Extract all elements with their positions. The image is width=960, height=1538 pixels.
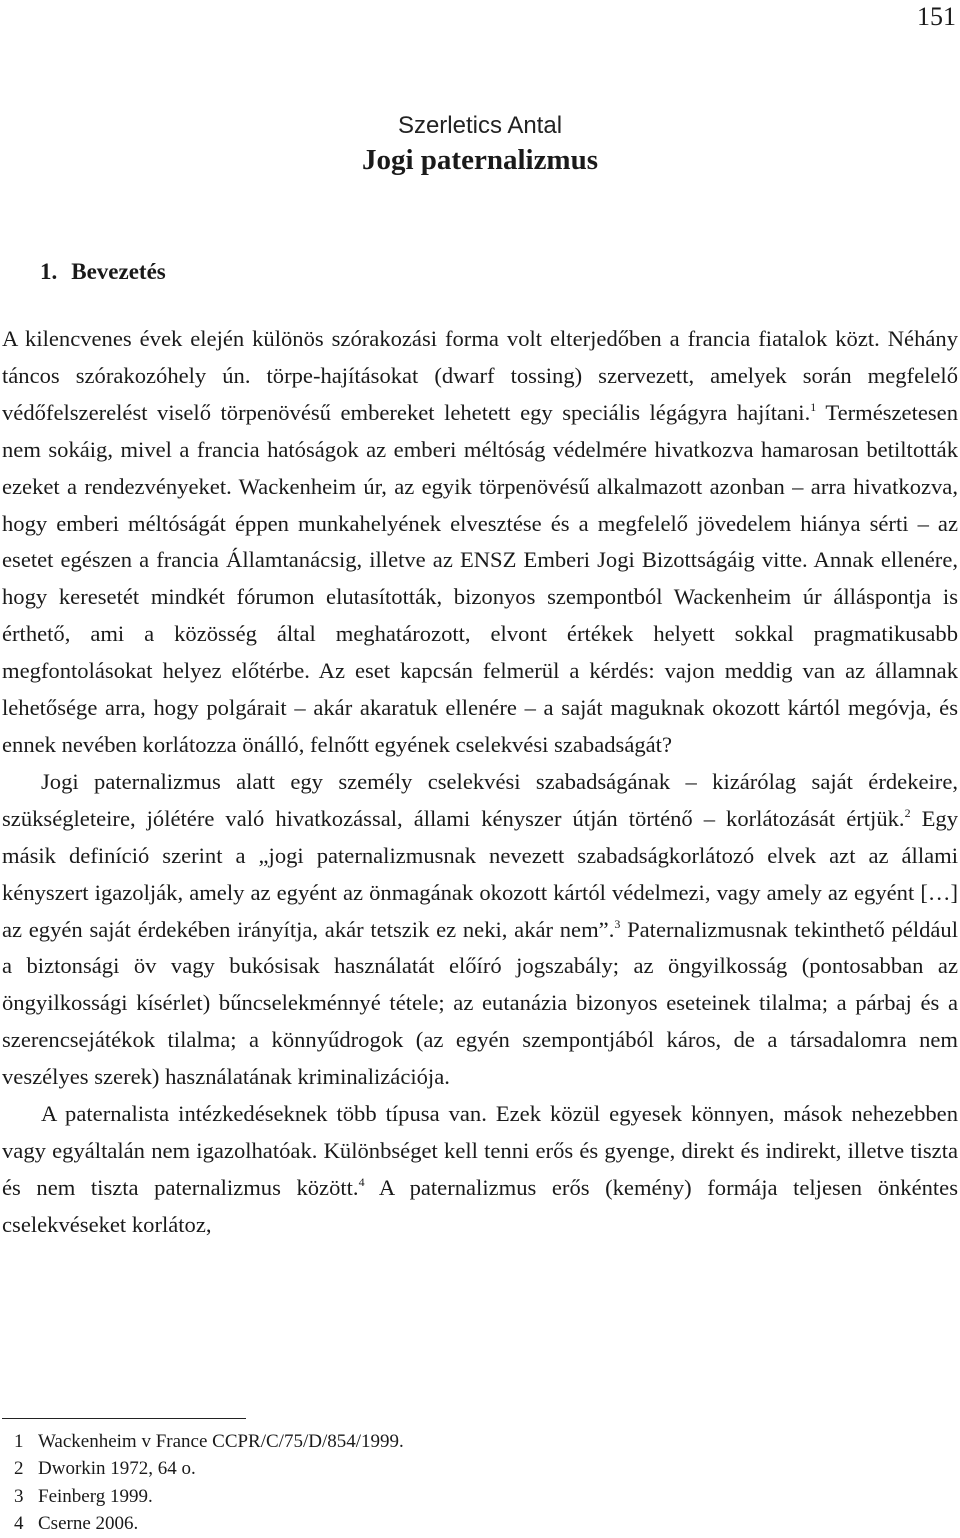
section-number: 1. bbox=[40, 259, 58, 284]
footnote-text: Cserne 2006. bbox=[38, 1513, 139, 1535]
body-text bbox=[2, 321, 958, 1244]
footnote-text: Feinberg 1999. bbox=[38, 1485, 153, 1507]
footnote-number: 3 bbox=[14, 1485, 24, 1507]
footnote-ref[interactable]: 3 bbox=[614, 916, 621, 931]
footnote bbox=[14, 1510, 944, 1537]
footnote bbox=[14, 1455, 944, 1482]
paragraph-text: Jogi paternalizmus alatt egy személy cselekvési szabadságának – kizárólag saját érdekeire, szükségleteire, jólétére való hivatkozással, állami kényszer útján történő – korlátozását értjük. bbox=[2, 768, 958, 831]
paragraph-text: Egy másik definíció szerint a „jogi paternalizmusnak nevezett szabadságkorlátozó elvek azt az állami kényszert igazolják, amely az egyént az önmagának okozott kártól védelmezi, vagy amely az egyént […] az egyén saját érdekében irányítja, akár tetszik ez neki, akár nem”. bbox=[2, 805, 958, 942]
footnote-number: 1 bbox=[14, 1431, 24, 1452]
paragraph-text: A paternalista intézkedéseknek több típusa van. Ezek közül egyesek könnyen, mások nehezebben vagy egyáltalán nem igazolhatóak. Különbséget kell tenni erős és gyenge, direkt és indirekt, illetve tiszta és nem tiszta paternalizmus között. bbox=[2, 1101, 958, 1200]
author-name: Szerletics Antal bbox=[397, 111, 563, 139]
footnote-number: 2 bbox=[14, 1458, 24, 1480]
footnote-text: Dworkin 1972, 64 o. bbox=[38, 1458, 196, 1480]
section-title: Bevezetés bbox=[71, 259, 166, 284]
paragraph-text: Természetesen nem sokáig, mivel a francia hatóságok az emberi méltóság védelmére hivatkozva hamarosan betiltották ezeket a rendezvényeket. Wackenheim úr, az egyik törpenövésű alkalmazott azonban – arra hivatkozva, hogy emberi méltóságát éppen munkahelyének elvesztése és a megfelelő jövedelem hiánya sérti – az esetet egészen a francia Államtanácsig, illetve az ENSZ Emberi Jogi Bizottságáig vitte. Annak ellenére, hogy keresetét mindkét fórumon elutasították, bizonyos szempontból Wackenheim úr álláspontja is érthető, ami a közösség által meghatározott, elvont értékek helyett sokkal pragmatikusabb megfontolásokat helyez előtérbe. Az eset kapcsán felmerül a kérdés: vajon meddig van az államnak lehetősége arra, hogy polgárait – akár akaratuk ellenére – a saját maguknak okozott kártól megóvja, és ennek nevében korlátozza önálló, felnőtt egyének cselekvési szabadságát? bbox=[2, 399, 958, 757]
footnote bbox=[14, 1483, 944, 1510]
paragraph bbox=[2, 764, 958, 1096]
page-number: 151 bbox=[917, 2, 956, 31]
footnote bbox=[14, 1428, 944, 1455]
section-heading bbox=[40, 254, 166, 290]
footnote-ref[interactable]: 2 bbox=[904, 805, 911, 820]
paragraph-text: A paternalizmus erős (kemény) formája teljesen önkéntes cselekvéseket korlátoz, bbox=[2, 1174, 959, 1237]
footnote-number: 4 bbox=[14, 1513, 24, 1535]
footnotes bbox=[14, 1428, 944, 1538]
footnote-ref[interactable]: 1 bbox=[810, 399, 817, 414]
paragraph bbox=[2, 321, 958, 764]
paragraph-text: A kilencvenes évek elején különös szórakozási forma volt elterjedőben a francia fiatalok közt. Néhány táncos szórakozóhely ún. törpe-hajításokat (dwarf tossing) szervezett, amelyek során megfelelő védőfelszerelést viselő törpenövésű embereket lehetett egy speciális légágyra hajítani. bbox=[2, 326, 958, 425]
footnote-divider bbox=[2, 1418, 246, 1419]
article-title: Jogi paternalizmus bbox=[361, 144, 599, 176]
footnote-ref[interactable]: 4 bbox=[358, 1174, 365, 1189]
paragraph bbox=[2, 1096, 958, 1244]
paragraph-text: Paternalizmusnak tekinthető például a biztonsági öv vagy bukósisak használatát előíró jogszabály; az öngyilkosság (pontosabban az öngyilkossági kísérlet) bűncselekménnyé tétele; az eutanázia bizonyos eseteinek tilalma; a párbaj és a szerencsejátékok tilalma; a könnyűdrogok (az egyén szempontjából káros, de a társadalomra nem veszélyes szerek) használatának kriminalizációja. bbox=[2, 916, 958, 1090]
footnote-text: Wackenheim v France CCPR/C/75/D/854/1999. bbox=[38, 1431, 404, 1452]
